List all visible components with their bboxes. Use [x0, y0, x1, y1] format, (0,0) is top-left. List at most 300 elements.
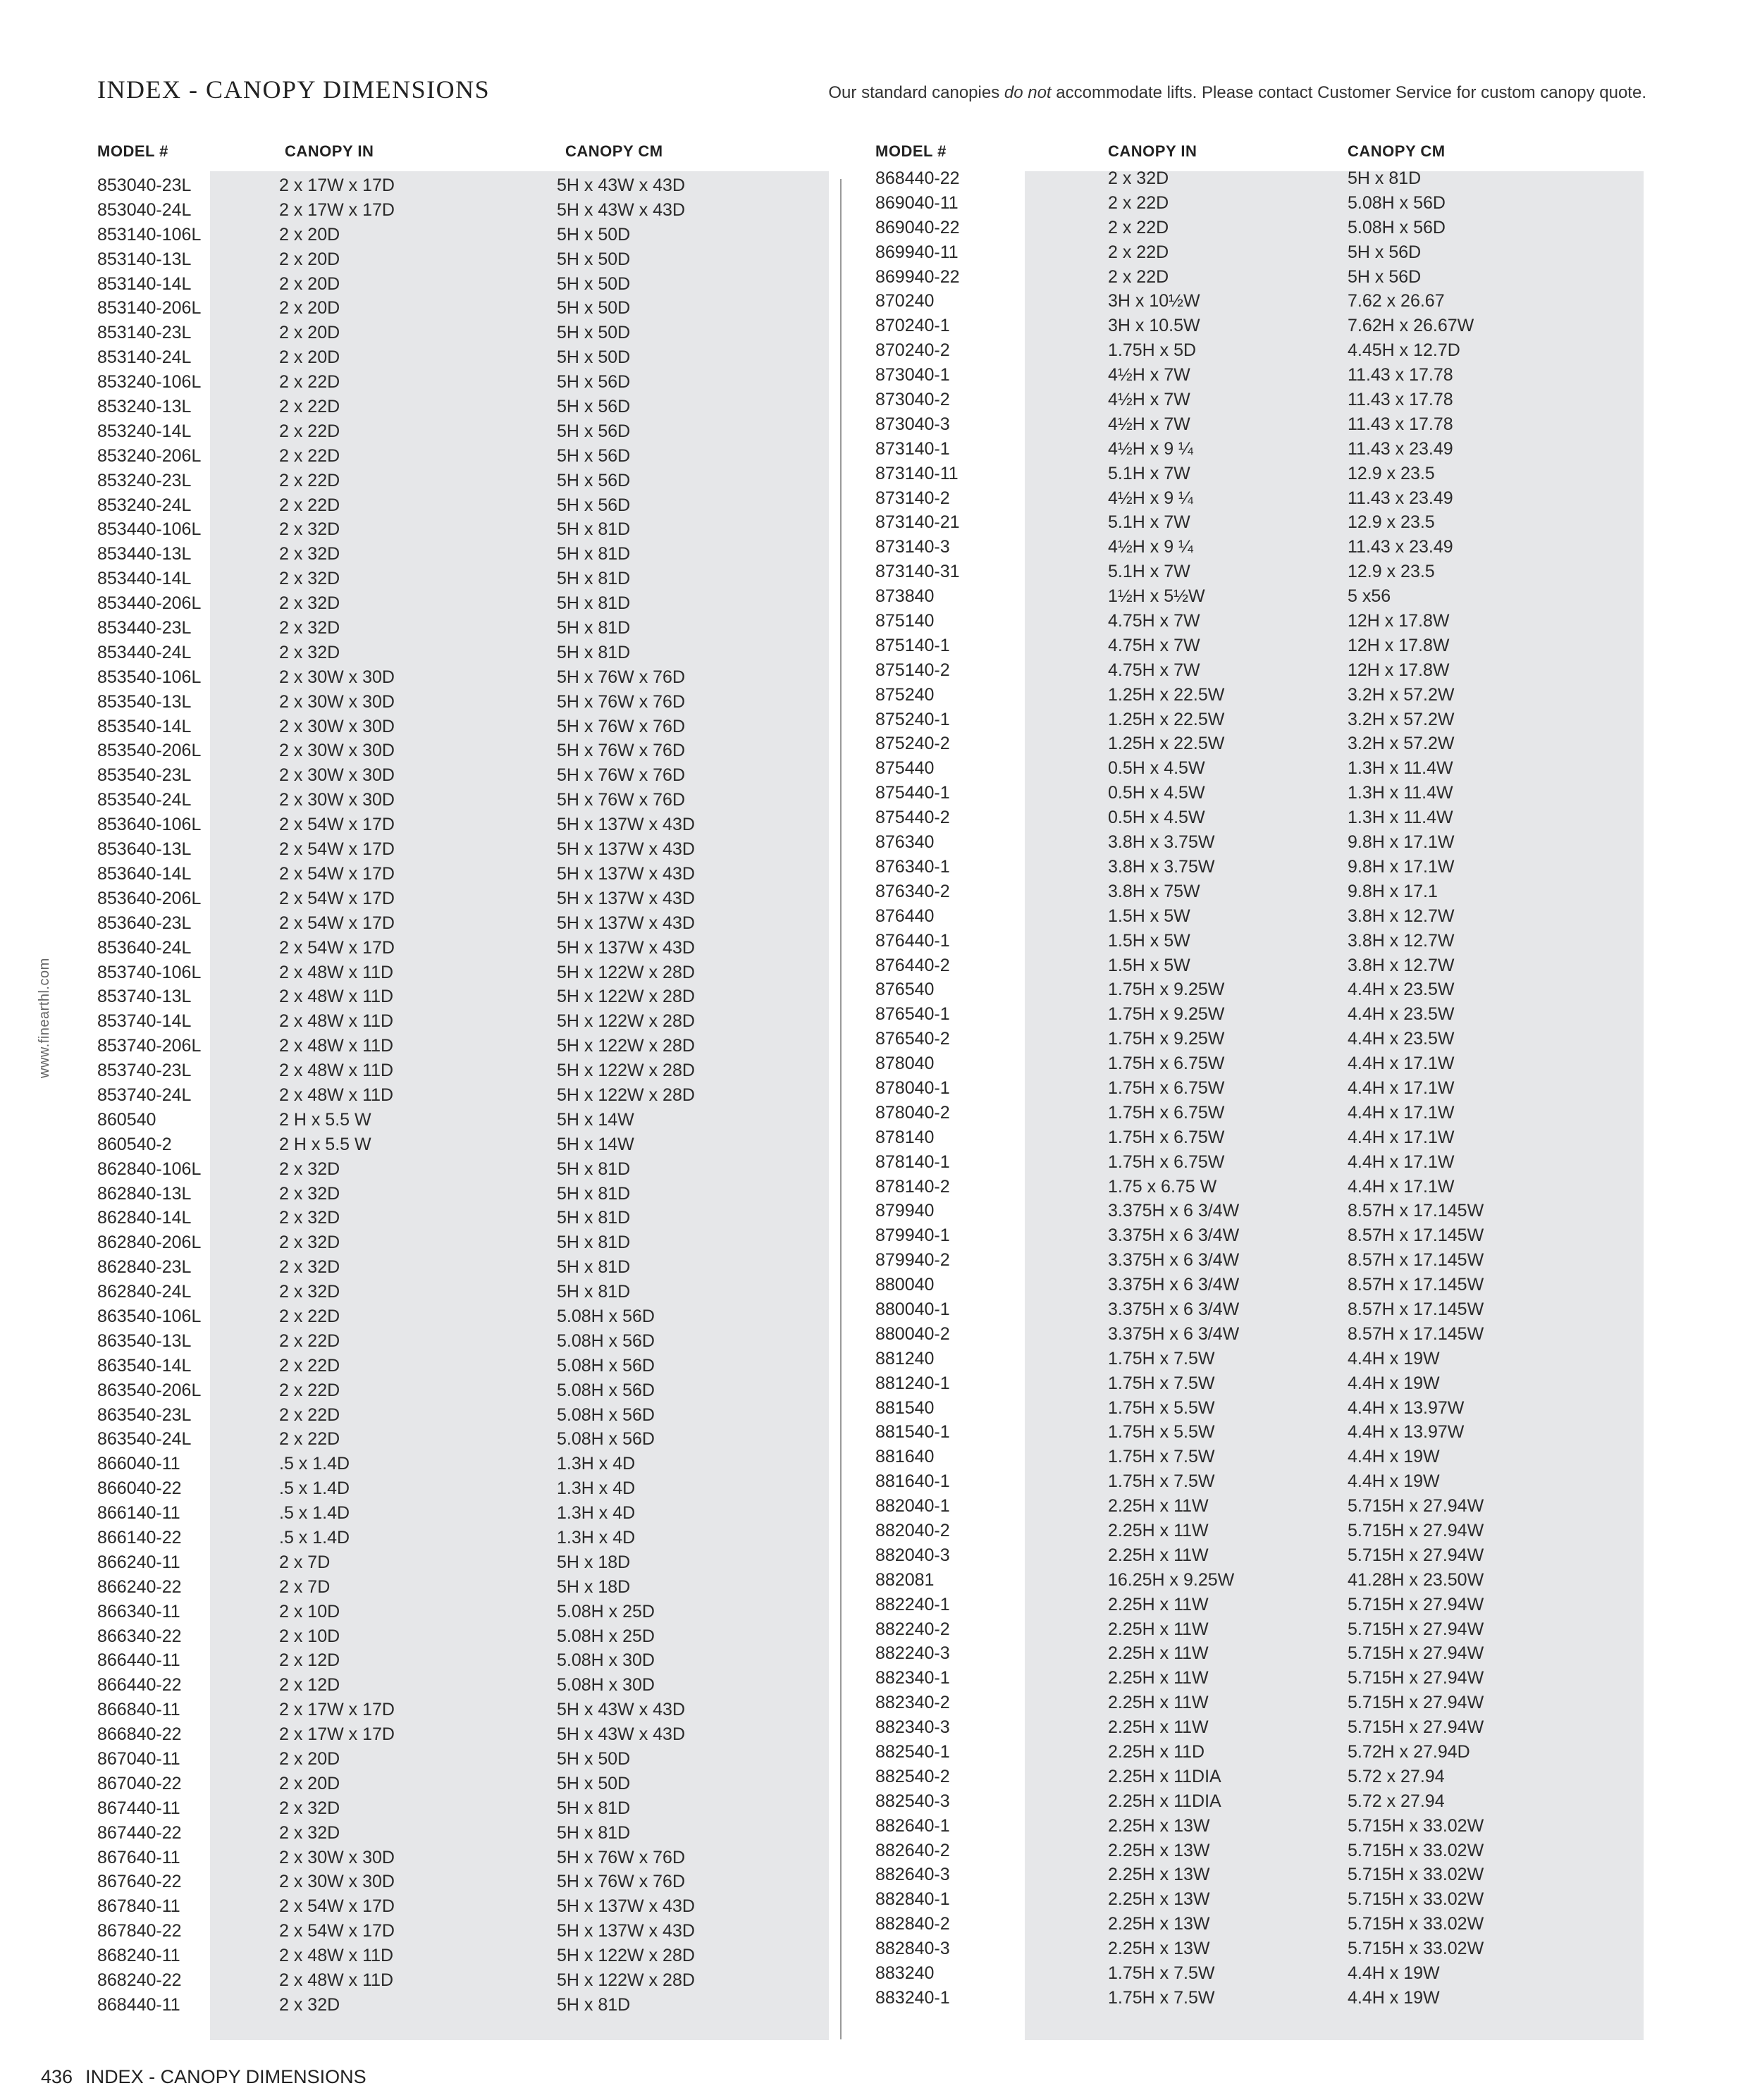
canopy-in-value: 2 x 7D — [279, 1576, 331, 1597]
table-row — [97, 788, 830, 813]
canopy-cm-value: 5.08H x 30D — [557, 1650, 655, 1671]
canopy-in-value: 16.25H x 9.25W — [1108, 1569, 1235, 1590]
model-number: 853740-24L — [97, 1085, 192, 1105]
canopy-cm-value: 3.2H x 57.2W — [1348, 709, 1455, 729]
table-row — [875, 1076, 1644, 1101]
canopy-in-value: 2 x 30W x 30D — [279, 691, 395, 712]
model-number: 862840-13L — [97, 1183, 192, 1204]
table-row — [875, 805, 1644, 830]
model-number: 867440-11 — [97, 1798, 180, 1818]
canopy-in-value: 1.75H x 7.5W — [1108, 1447, 1215, 1467]
canopy-in-value: 4½H x 7W — [1108, 365, 1190, 385]
model-number: 853140-24L — [97, 347, 192, 368]
canopy-cm-value: 4.4H x 17.1W — [1348, 1054, 1455, 1074]
canopy-in-value: 2 x 32D — [279, 1233, 340, 1253]
canopy-cm-value: 3.8H x 12.7W — [1348, 930, 1455, 951]
model-number: 863540-206L — [97, 1380, 202, 1400]
canopy-cm-value: 5H x 81D — [557, 1208, 631, 1228]
canopy-in-value: 2.25H x 13W — [1108, 1889, 1210, 1910]
canopy-cm-value: 4.4H x 23.5W — [1348, 980, 1455, 1000]
canopy-in-value: 2 x 22D — [1108, 242, 1169, 262]
canopy-in-value: 5.1H x 7W — [1108, 463, 1190, 483]
canopy-cm-value: 5H x 56D — [1348, 242, 1422, 262]
canopy-cm-value: 5H x 122W x 28D — [557, 962, 695, 982]
model-number: 866140-11 — [97, 1503, 180, 1524]
model-number: 867840-22 — [97, 1921, 182, 1941]
canopy-cm-value: 8.57H x 17.145W — [1348, 1201, 1484, 1221]
model-number: 866140-22 — [97, 1527, 182, 1548]
canopy-cm-value: 5H x 56D — [557, 372, 631, 393]
model-number: 875240-2 — [875, 734, 950, 754]
canopy-cm-value: 4.45H x 12.7D — [1348, 340, 1460, 361]
canopy-cm-value: 5H x 76W x 76D — [557, 1872, 686, 1892]
table-row — [875, 977, 1644, 1002]
canopy-cm-value: 5H x 50D — [557, 1773, 631, 1793]
model-number: 860540 — [97, 1109, 156, 1130]
model-number: 882640-1 — [875, 1815, 950, 1836]
canopy-cm-value: 5H x 137W x 43D — [557, 1921, 695, 1941]
model-number: 876340-1 — [875, 856, 950, 877]
table-row — [875, 1863, 1644, 1887]
model-number: 883240 — [875, 1963, 935, 1984]
page-number: 436 — [41, 2066, 73, 2087]
table-row — [97, 1009, 830, 1034]
table-row — [97, 739, 830, 763]
model-number: 866440-11 — [97, 1650, 180, 1671]
canopy-in-value: 2.25H x 13W — [1108, 1815, 1210, 1836]
model-number: 853040-24L — [97, 199, 192, 220]
canopy-cm-value: 5.715H x 33.02W — [1348, 1914, 1484, 1934]
model-number: 868440-11 — [97, 1994, 180, 2015]
table-row — [97, 1034, 830, 1058]
canopy-cm-value: 5H x 76W x 76D — [557, 765, 686, 786]
canopy-cm-value: 12.9 x 23.5 — [1348, 562, 1435, 582]
table-row — [97, 1452, 830, 1476]
table-row — [97, 1378, 830, 1403]
left-canopy-in-header: CANOPY IN — [285, 142, 374, 160]
canopy-in-value: 1.75H x 6.75W — [1108, 1077, 1225, 1098]
table-row — [97, 1821, 830, 1846]
canopy-cm-value: 5H x 81D — [557, 1822, 631, 1843]
model-number: 882640-3 — [875, 1865, 950, 1885]
model-number: 867040-22 — [97, 1773, 182, 1793]
canopy-cm-value: 12.9 x 23.5 — [1348, 512, 1435, 533]
model-number: 876340-2 — [875, 881, 950, 901]
table-row — [875, 1175, 1644, 1199]
canopy-in-value: 2 x 22D — [279, 470, 340, 490]
table-row — [97, 1673, 830, 1698]
canopy-in-value: 2 x 22D — [1108, 217, 1169, 237]
model-number: 867840-11 — [97, 1896, 180, 1917]
table-row — [875, 1912, 1644, 1937]
table-row — [875, 708, 1644, 732]
model-number: 853640-106L — [97, 815, 202, 835]
canopy-cm-value: 3.8H x 12.7W — [1348, 955, 1455, 975]
model-number: 870240-2 — [875, 340, 950, 361]
canopy-in-value: 2 x 54W x 17D — [279, 888, 395, 908]
canopy-cm-value: 1.3H x 4D — [557, 1503, 636, 1524]
canopy-in-value: 1½H x 5½W — [1108, 586, 1205, 607]
model-number: 876440 — [875, 906, 935, 926]
table-row — [875, 1051, 1644, 1076]
canopy-cm-value: 12H x 17.8W — [1348, 660, 1450, 680]
canopy-cm-value: 12H x 17.8W — [1348, 611, 1450, 631]
canopy-in-value: 2.25H x 11W — [1108, 1693, 1209, 1713]
model-number: 862840-206L — [97, 1233, 202, 1253]
canopy-cm-value: 3.8H x 12.7W — [1348, 906, 1455, 926]
table-row — [875, 904, 1644, 929]
model-number: 879940 — [875, 1201, 935, 1221]
canopy-cm-value: 1.3H x 11.4W — [1348, 783, 1453, 803]
canopy-cm-value: 5.08H x 56D — [557, 1355, 655, 1376]
canopy-in-value: .5 x 1.4D — [279, 1527, 350, 1548]
canopy-in-value: 2 x 54W x 17D — [279, 1896, 395, 1917]
model-number: 875440 — [875, 758, 935, 779]
canopy-cm-value: 5.08H x 56D — [557, 1404, 655, 1425]
canopy-in-value: 1.75H x 5.5W — [1108, 1422, 1215, 1443]
canopy-cm-value: 5H x 43W x 43D — [557, 175, 686, 195]
model-number: 853240-23L — [97, 470, 192, 490]
canopy-in-value: 2 x 17W x 17D — [279, 1700, 395, 1720]
canopy-cm-value: 5H x 81D — [557, 1233, 631, 1253]
canopy-cm-value: 4.4H x 17.1W — [1348, 1077, 1455, 1098]
canopy-in-value: 2 x 22D — [279, 397, 340, 417]
model-number: 873140-21 — [875, 512, 960, 533]
canopy-cm-value: 5.08H x 25D — [557, 1626, 655, 1646]
canopy-in-value: 5.1H x 7W — [1108, 562, 1190, 582]
model-number: 873140-1 — [875, 438, 950, 459]
model-number: 853240-24L — [97, 495, 192, 515]
table-row — [875, 1937, 1644, 1961]
right-canopy-cm-header: CANOPY CM — [1348, 142, 1446, 160]
canopy-cm-value: 9.8H x 17.1W — [1348, 856, 1455, 877]
canopy-in-value: 2 x 48W x 11D — [279, 1946, 394, 1966]
canopy-in-value: 3.8H x 75W — [1108, 881, 1200, 901]
canopy-in-value: 1.25H x 22.5W — [1108, 684, 1225, 705]
table-row — [875, 1125, 1644, 1150]
model-number: 870240-1 — [875, 316, 950, 336]
left-canopy-cm-header: CANOPY CM — [565, 142, 663, 160]
model-number: 866240-11 — [97, 1552, 180, 1572]
canopy-cm-value: 5H x 122W x 28D — [557, 1011, 695, 1032]
note-emphasis: do not — [1004, 83, 1052, 102]
table-row — [97, 1698, 830, 1722]
table-row — [97, 247, 830, 272]
canopy-cm-value: 5H x 56D — [557, 421, 631, 441]
canopy-cm-value: 12.9 x 23.5 — [1348, 463, 1435, 483]
table-row — [97, 1255, 830, 1280]
canopy-in-value: 2.25H x 11W — [1108, 1545, 1209, 1565]
canopy-cm-value: 5.715H x 27.94W — [1348, 1520, 1484, 1540]
canopy-in-value: 2 x 22D — [279, 495, 340, 515]
canopy-cm-value: 5.715H x 27.94W — [1348, 1717, 1484, 1738]
table-row — [97, 370, 830, 395]
model-number: 853540-13L — [97, 691, 192, 712]
model-number: 876540 — [875, 980, 935, 1000]
canopy-cm-value: 5H x 137W x 43D — [557, 937, 695, 958]
table-row — [875, 1666, 1644, 1691]
canopy-in-value: 2 x 48W x 11D — [279, 1061, 394, 1081]
model-number: 866840-11 — [97, 1700, 180, 1720]
canopy-cm-value: 5H x 137W x 43D — [557, 888, 695, 908]
canopy-cm-value: 4.4H x 13.97W — [1348, 1422, 1465, 1443]
canopy-cm-value: 5H x 43W x 43D — [557, 1700, 686, 1720]
canopy-in-value: 2 x 48W x 11D — [279, 1085, 394, 1105]
table-row — [97, 1747, 830, 1772]
canopy-cm-value: 5.715H x 27.94W — [1348, 1619, 1484, 1639]
model-number: 878040 — [875, 1054, 935, 1074]
canopy-cm-value: 8.57H x 17.145W — [1348, 1299, 1484, 1319]
canopy-in-value: 0.5H x 4.5W — [1108, 808, 1205, 828]
model-number: 869940-22 — [875, 266, 960, 287]
canopy-in-value: 1.75H x 6.75W — [1108, 1102, 1225, 1123]
canopy-in-value: 1.75H x 7.5W — [1108, 1373, 1215, 1393]
table-row — [97, 936, 830, 961]
table-row — [875, 1691, 1644, 1715]
model-number: 879940-2 — [875, 1250, 950, 1271]
canopy-in-value: 2 x 30W x 30D — [279, 741, 395, 761]
model-number: 869040-22 — [875, 217, 960, 237]
table-row — [97, 419, 830, 444]
table-row — [875, 1593, 1644, 1617]
canopy-cm-value: 9.8H x 17.1W — [1348, 832, 1455, 853]
canopy-in-value: 2 x 17W x 17D — [279, 1724, 395, 1745]
table-row — [875, 929, 1644, 953]
model-number: 863540-13L — [97, 1330, 192, 1351]
table-row — [97, 1329, 830, 1354]
canopy-in-value: 4.75H x 7W — [1108, 611, 1200, 631]
table-row — [875, 1641, 1644, 1666]
table-row — [875, 1740, 1644, 1765]
canopy-in-value: 2 x 30W x 30D — [279, 790, 395, 810]
canopy-cm-value: 8.57H x 17.145W — [1348, 1323, 1484, 1344]
canopy-cm-value: 5H x 56D — [557, 495, 631, 515]
model-number: 853140-14L — [97, 273, 192, 294]
canopy-in-value: 1.5H x 5W — [1108, 906, 1190, 926]
model-number: 853040-23L — [97, 175, 192, 195]
canopy-in-value: 2 x 20D — [279, 1749, 340, 1769]
canopy-cm-value: 5H x 76W x 76D — [557, 667, 686, 687]
model-number: 883240-1 — [875, 1987, 950, 2008]
canopy-in-value: 1.75H x 7.5W — [1108, 1963, 1215, 1984]
table-row — [875, 191, 1644, 216]
canopy-in-value: 2 H x 5.5 W — [279, 1134, 371, 1154]
model-number: 881240 — [875, 1348, 935, 1369]
canopy-in-value: 2.25H x 11W — [1108, 1496, 1209, 1517]
canopy-in-value: 2.25H x 13W — [1108, 1865, 1210, 1885]
table-row — [875, 830, 1644, 855]
canopy-in-value: 1.75H x 9.25W — [1108, 980, 1225, 1000]
canopy-cm-value: 5.08H x 56D — [1348, 217, 1446, 237]
model-number: 853640-23L — [97, 913, 192, 933]
canopy-cm-value: 5H x 122W x 28D — [557, 1085, 695, 1105]
model-number: 882040-3 — [875, 1545, 950, 1565]
canopy-cm-value: 5.08H x 56D — [557, 1380, 655, 1400]
model-number: 882840-1 — [875, 1889, 950, 1910]
canopy-cm-value: 5H x 76W x 76D — [557, 790, 686, 810]
canopy-cm-value: 5.715H x 27.94W — [1348, 1496, 1484, 1517]
canopy-in-value: 2 x 32D — [279, 1994, 340, 2015]
model-number: 867640-22 — [97, 1872, 182, 1892]
model-number: 853440-24L — [97, 642, 192, 662]
model-number: 882540-2 — [875, 1766, 950, 1786]
table-row — [875, 510, 1644, 535]
model-number: 853140-106L — [97, 224, 202, 245]
table-row — [875, 1445, 1644, 1469]
table-row — [97, 296, 830, 321]
canopy-in-value: 2 x 32D — [279, 569, 340, 589]
canopy-cm-value: 5H x 122W x 28D — [557, 1970, 695, 1991]
canopy-in-value: 2 x 32D — [279, 519, 340, 540]
canopy-cm-value: 5H x 14W — [557, 1109, 634, 1130]
canopy-cm-value: 5H x 137W x 43D — [557, 839, 695, 860]
canopy-in-value: 2 x 22D — [279, 1330, 340, 1351]
model-number: 853740-23L — [97, 1061, 192, 1081]
canopy-cm-value: 5H x 56D — [557, 397, 631, 417]
model-number: 853740-13L — [97, 987, 192, 1007]
canopy-in-value: 1.75H x 7.5W — [1108, 1471, 1215, 1492]
canopy-in-value: 2 x 32D — [279, 1257, 340, 1278]
canopy-cm-value: 5.715H x 33.02W — [1348, 1815, 1484, 1836]
model-number: 863540-14L — [97, 1355, 192, 1376]
canopy-cm-value: 11.43 x 23.49 — [1348, 438, 1453, 459]
model-number: 853540-106L — [97, 667, 202, 687]
canopy-in-value: 3H x 10.5W — [1108, 316, 1200, 336]
canopy-in-value: 2 x 22D — [279, 1404, 340, 1425]
model-number: 873040-1 — [875, 365, 950, 385]
model-number: 876540-2 — [875, 1029, 950, 1049]
model-number: 866440-22 — [97, 1675, 182, 1696]
canopy-cm-value: 5H x 81D — [557, 544, 631, 564]
canopy-cm-value: 5H x 56D — [557, 445, 631, 466]
canopy-cm-value: 5H x 81D — [557, 618, 631, 638]
canopy-in-value: 1.75H x 9.25W — [1108, 1004, 1225, 1025]
canopy-in-value: 2 x 7D — [279, 1552, 331, 1572]
model-number: 875140-1 — [875, 635, 950, 655]
canopy-cm-value: 5.08H x 25D — [557, 1601, 655, 1622]
canopy-in-value: 3.8H x 3.75W — [1108, 856, 1215, 877]
canopy-cm-value: 5H x 50D — [557, 298, 631, 319]
table-row — [97, 1968, 830, 1993]
canopy-in-value: 2 x 22D — [279, 1380, 340, 1400]
canopy-cm-value: 5H x 50D — [557, 323, 631, 343]
canopy-in-value: 4½H x 7W — [1108, 390, 1190, 410]
model-number: 853440-13L — [97, 544, 192, 564]
canopy-cm-value: 4.4H x 19W — [1348, 1987, 1440, 2008]
table-row — [875, 462, 1644, 486]
table-row — [97, 862, 830, 887]
canopy-cm-value: 5.715H x 33.02W — [1348, 1840, 1484, 1860]
table-row — [875, 1961, 1644, 1986]
model-number: 882240-3 — [875, 1643, 950, 1664]
canopy-in-value: .5 x 1.4D — [279, 1503, 350, 1524]
model-number: 873140-3 — [875, 537, 950, 557]
canopy-cm-value: 5H x 56D — [1348, 266, 1422, 287]
model-number: 853640-24L — [97, 937, 192, 958]
model-number: 882240-2 — [875, 1619, 950, 1639]
canopy-cm-value: 1.3H x 4D — [557, 1478, 636, 1499]
table-row — [97, 1427, 830, 1452]
model-number: 869940-11 — [875, 242, 959, 262]
table-row — [875, 1765, 1644, 1789]
canopy-in-value: 2 x 10D — [279, 1601, 340, 1622]
canopy-in-value: 2 x 20D — [279, 224, 340, 245]
canopy-in-value: 1.75H x 7.5W — [1108, 1987, 1215, 2008]
model-number: 880040 — [875, 1275, 935, 1295]
canopy-cm-value: 5.715H x 27.94W — [1348, 1545, 1484, 1565]
canopy-cm-value: 5H x 76W x 76D — [557, 691, 686, 712]
canopy-in-value: 2 x 48W x 11D — [279, 1970, 394, 1991]
model-number: 873840 — [875, 586, 935, 607]
left-table — [97, 173, 830, 2018]
column-divider — [840, 179, 842, 2039]
canopy-cm-value: 5H x 81D — [557, 1994, 631, 2015]
table-row — [875, 363, 1644, 388]
table-row — [97, 345, 830, 370]
model-number: 881540 — [875, 1397, 935, 1418]
table-row — [97, 1993, 830, 2018]
canopy-in-value: 2 x 20D — [279, 1773, 340, 1793]
table-row — [97, 1230, 830, 1255]
canopy-in-value: 2 x 32D — [279, 1798, 340, 1818]
table-row — [97, 567, 830, 591]
table-row — [97, 1894, 830, 1919]
canopy-in-value: 2 x 10D — [279, 1626, 340, 1646]
table-row — [97, 542, 830, 567]
canopy-in-value: 2 x 48W x 11D — [279, 1036, 394, 1056]
model-number: 866340-22 — [97, 1626, 182, 1646]
model-number: 853740-206L — [97, 1036, 202, 1056]
canopy-in-value: 1.75H x 7.5W — [1108, 1348, 1215, 1369]
canopy-cm-value: 12H x 17.8W — [1348, 635, 1450, 655]
table-row — [875, 1347, 1644, 1371]
model-number: 882340-2 — [875, 1693, 950, 1713]
right-canopy-in-header: CANOPY IN — [1108, 142, 1197, 160]
model-number: 853740-14L — [97, 1011, 192, 1032]
table-row — [875, 1568, 1644, 1593]
canopy-in-value: 3.375H x 6 3/4W — [1108, 1275, 1240, 1295]
canopy-cm-value: 1.3H x 4D — [557, 1454, 636, 1474]
page-title: INDEX - CANOPY DIMENSIONS — [97, 75, 491, 104]
model-number: 876440-1 — [875, 930, 950, 951]
model-number: 867440-22 — [97, 1822, 182, 1843]
canopy-cm-value: 5H x 122W x 28D — [557, 987, 695, 1007]
canopy-in-value: 2 x 48W x 11D — [279, 962, 394, 982]
canopy-in-value: 2.25H x 11W — [1108, 1668, 1209, 1688]
canopy-in-value: 4½H x 9 ¼ — [1108, 488, 1193, 508]
canopy-cm-value: 5.72 x 27.94 — [1348, 1791, 1445, 1811]
canopy-in-value: 1.25H x 22.5W — [1108, 734, 1225, 754]
canopy-cm-value: 5H x 81D — [1348, 168, 1422, 188]
model-number: 853140-206L — [97, 298, 202, 319]
canopy-cm-value: 5H x 137W x 43D — [557, 863, 695, 884]
canopy-in-value: 2 x 54W x 17D — [279, 839, 395, 860]
table-row — [97, 1846, 830, 1870]
model-number: 882340-3 — [875, 1717, 950, 1738]
canopy-cm-value: 5H x 122W x 28D — [557, 1061, 695, 1081]
table-row — [875, 855, 1644, 879]
model-number: 875140 — [875, 611, 935, 631]
model-number: 863540-24L — [97, 1429, 192, 1450]
model-number: 862840-24L — [97, 1282, 192, 1302]
table-row — [875, 1543, 1644, 1568]
canopy-cm-value: 4.4H x 17.1W — [1348, 1176, 1455, 1197]
model-number: 873140-2 — [875, 488, 950, 508]
model-number: 881640-1 — [875, 1471, 950, 1492]
table-row — [97, 1648, 830, 1673]
table-row — [875, 756, 1644, 781]
canopy-cm-value: 5.715H x 33.02W — [1348, 1889, 1484, 1910]
